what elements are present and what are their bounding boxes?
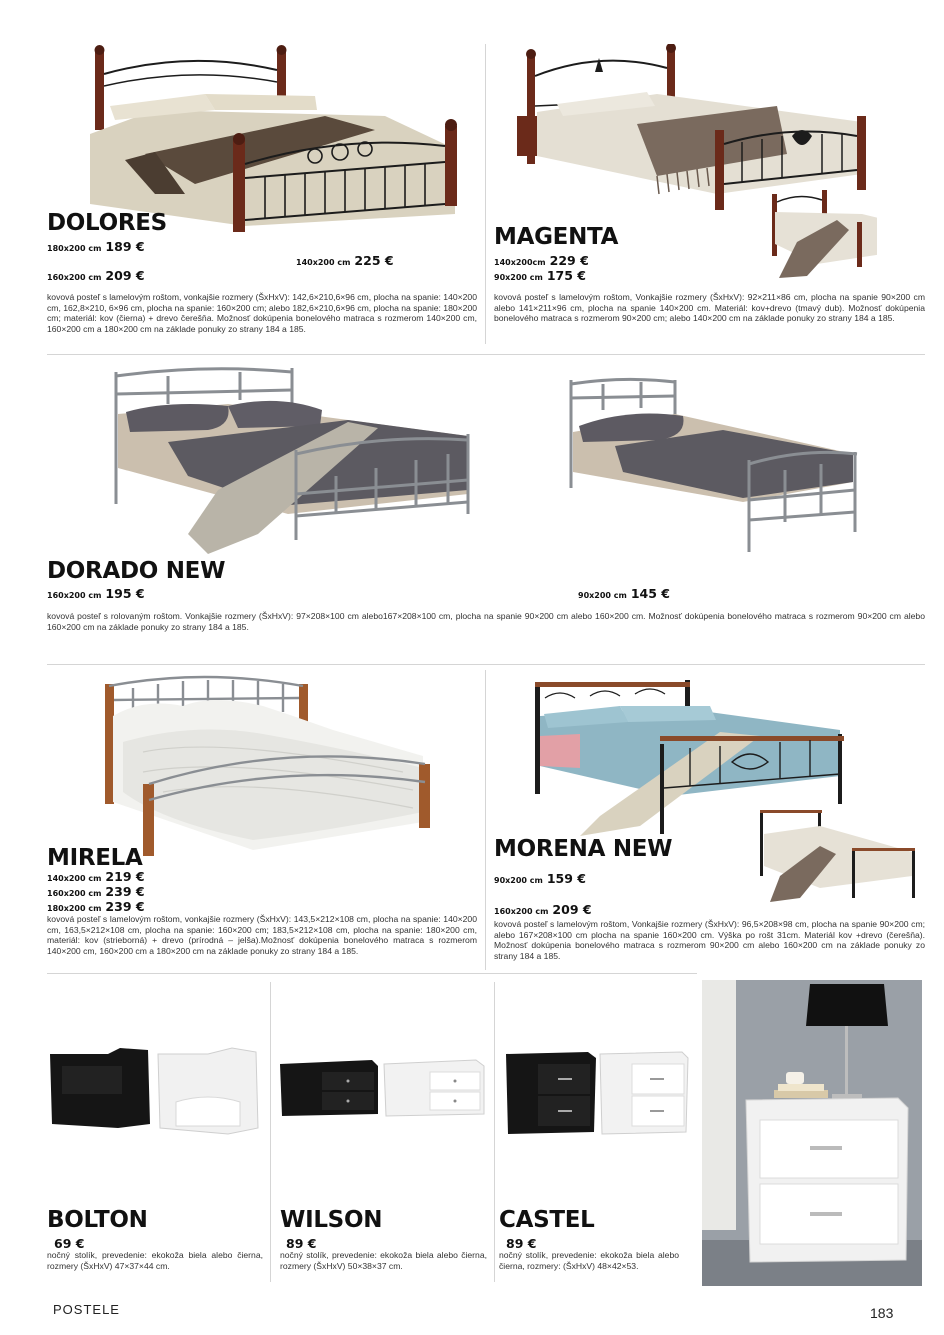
row-divider (47, 664, 925, 665)
magenta-description: kovová posteľ s lamelovým roštom, Vonkajšie rozmery (ŠxHxV): 92×211×86 cm, plocha na spanie 90×200 cm alebo 141×211×96 cm, plocha na spanie 140×200 cm. Materiál: kov+drevo (tmavý dub). Možnosť dokúpenia bonelového matraca s rozmerom 90×200 cm; alebo 140×200 cm na základe ponuky zo strany 184 a 185. (494, 292, 925, 324)
column-divider (485, 44, 486, 344)
price-size: 160x200 cm (494, 907, 549, 916)
price-amount: 145 € (630, 586, 671, 601)
price-size: 140x200 cm (47, 874, 102, 883)
price-amount: 69 € (54, 1236, 85, 1251)
dorado-bed-image-single (563, 372, 863, 558)
magenta-title: MAGENTA (494, 224, 619, 250)
mirela-title: MIRELA (47, 845, 143, 871)
magenta-price-90 (494, 268, 586, 284)
price-size: 160x200 cm (47, 889, 102, 898)
price-amount: 239 € (105, 899, 145, 914)
section-label: POSTELE (53, 1302, 120, 1317)
mirela-price-180 (47, 899, 145, 915)
morena-price-160 (494, 902, 592, 918)
page-number: 183 (870, 1305, 894, 1321)
dolores-price-160 (47, 268, 145, 284)
price-size: 90x200 cm (578, 591, 627, 600)
dolores-title: DOLORES (47, 210, 167, 236)
dorado-price-160 (47, 586, 145, 602)
morena-description: kovová posteľ s lamelovým roštom, Vonkajšie rozmery (ŠxHxV): 96,5×208×98 cm, plocha na spanie 90×200 cm; alebo 167×208×100 cm plocha na spanie 160×200 cm. Výška po rošt 31cm. Materiál kov +drevo (čerešňa). Možnosť dokúpenia bonelového matraca s rozmerom 90×200 cm alebo 160×200 cm na základe ponuky zo strany 184 a 185. (494, 919, 925, 961)
price-size: 140x200cm (494, 258, 546, 267)
mirela-bed-image (103, 672, 433, 858)
morena-price-90 (494, 871, 586, 887)
mirela-price-160 (47, 884, 145, 900)
magenta-price-140 (494, 253, 589, 269)
price-size: 180x200 cm (47, 904, 102, 913)
price-size: 180x200 cm (47, 244, 102, 253)
column-divider (494, 982, 495, 1282)
price-amount: 239 € (105, 884, 145, 899)
row-divider (47, 354, 925, 355)
mirela-description: kovová posteľ s lamelovým roštom, vonkajšie rozmery (ŠxHxV): 143,5×212×108 cm, plocha na spanie: 140×200 cm, 163,5×212×108 cm, plocha na spanie: 160×200 cm; 183,5×212×108 cm, plocha na spanie: 180×200 cm, materiál: kov (strieborná) + drevo (prírodná – jelša).Možnosť dokúpenia bonelového matraca s rozmerom 140×200 cm, 160×200 cm a 180×200 cm na základe ponuky zo strany 184 a 185. (47, 914, 477, 956)
price-size: 90x200 cm (494, 273, 543, 282)
castel-title: CASTEL (499, 1207, 595, 1233)
castel-room-photo (702, 980, 922, 1286)
wilson-nightstand-image (278, 1058, 488, 1118)
price-amount: 159 € (546, 871, 587, 886)
price-size: 160x200 cm (47, 591, 102, 600)
castel-description: nočný stolík, prevedenie: ekokoža biela alebo čierna, rozmery: (ŠxHxV) 48×42×53. (499, 1250, 679, 1271)
price-amount: 209 € (105, 268, 145, 283)
bolton-description: nočný stolík, prevedenie: ekokoža biela alebo čierna, rozmery (ŠxHxV) 47×37×44 cm. (47, 1250, 263, 1271)
price-amount: 189 € (105, 239, 145, 254)
dolores-description: kovová posteľ s lamelovým roštom, vonkajšie rozmery (ŠxHxV): 142,6×210,6×96 cm, plocha na spanie: 140×200 cm, 162,8×210, 6×96 cm, plocha na spanie: 160×200 cm; alebo 182,6×210,6×96 cm, plocha na spanie: 180×200 cm; materiál: kov (čierna) + drevo čerešňa. Možnosť dokúpenia bonelového matraca s rozmerom 140×200 cm, 160×200 cm a 180×200 cm na základe ponuky zo strany 184 a 185. (47, 292, 478, 334)
column-divider (270, 982, 271, 1282)
dorado-bed-image-large (108, 364, 478, 556)
price-amount: 225 € (354, 253, 394, 268)
row-divider (47, 973, 697, 974)
morena-title: MORENA NEW (494, 836, 673, 862)
price-size: 160x200 cm (47, 273, 102, 282)
wilson-description: nočný stolík, prevedenie: ekokoža biela alebo čierna, rozmery (ŠxHxV) 50×38×37 cm. (280, 1250, 487, 1271)
dolores-bed-image (85, 44, 465, 234)
column-divider (485, 670, 486, 970)
price-amount: 89 € (286, 1236, 317, 1251)
dorado-price-90 (578, 586, 670, 602)
mirela-price-140 (47, 869, 145, 885)
castel-nightstand-image (502, 1048, 692, 1138)
price-amount: 209 € (552, 902, 592, 917)
dorado-title: DORADO NEW (47, 558, 226, 584)
bolton-nightstand-image (48, 1046, 260, 1138)
price-amount: 195 € (105, 586, 145, 601)
dorado-description: kovová posteľ s rolovaným roštom. Vonkajšie rozmery (ŠxHxV): 97×208×100 cm alebo167×208×100 cm, plocha na spanie 90×200 cm alebo 160×200 cm. Možnosť dokúpenia bonelového matraca s rozmerom 90×200 cm alebo 160×200 cm na základe ponuky zo strany 184 a 185. (47, 611, 925, 632)
price-size: 90x200 cm (494, 876, 543, 885)
wilson-title: WILSON (280, 1207, 383, 1233)
price-amount: 229 € (549, 253, 589, 268)
price-amount: 219 € (105, 869, 145, 884)
price-amount: 89 € (506, 1236, 537, 1251)
price-size: 140x200 cm (296, 258, 351, 267)
dolores-price-180 (47, 239, 145, 255)
bolton-title: BOLTON (47, 1207, 148, 1233)
dolores-price-140 (296, 253, 394, 269)
price-amount: 175 € (546, 268, 587, 283)
